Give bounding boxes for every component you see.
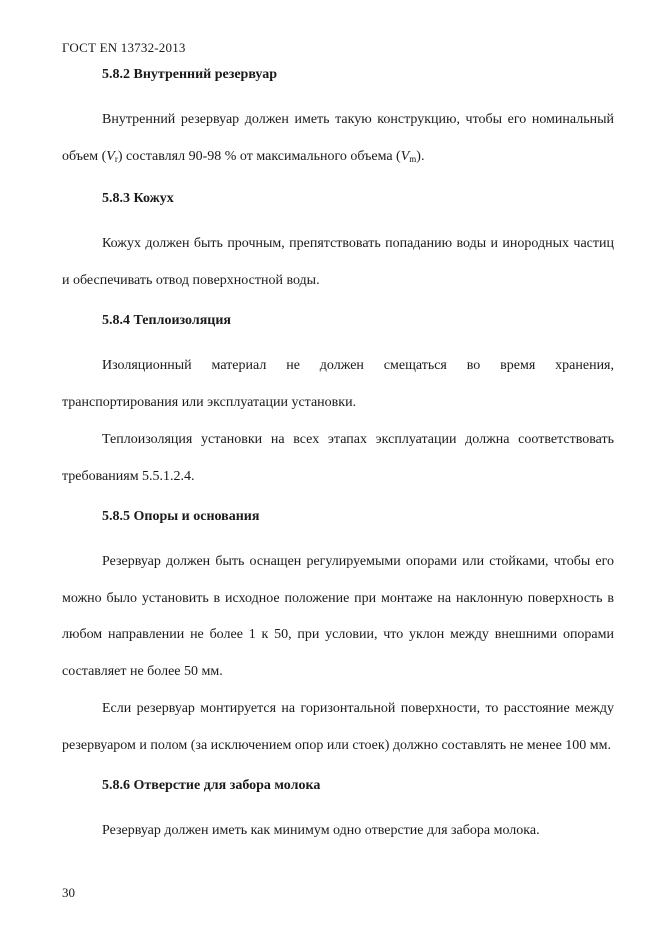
paragraph-supports-adjustable: Резервуар должен быть оснащен регулируемыми опорами или стойками, чтобы его можно было установить в исходное положение при монтаже на наклонную поверхность в любом направлении не более 1 к 50, при условии, что уклон между внешними опорами составляет не более 50 мм. bbox=[62, 554, 614, 679]
paragraph-supports-clearance: Если резервуар монтируется на горизонтальной поверхности, то расстояние между резервуаром и полом (за исключением опор или стоек) должно составлять не менее 100 мм. bbox=[62, 701, 614, 753]
section-heading-5-8-5: 5.8.5 Опоры и основания bbox=[102, 509, 260, 524]
paragraph-milk-outlet: Резервуар должен иметь как минимум одно отверстие для забора молока. bbox=[102, 823, 540, 838]
text-segment: Внутренний резервуар должен иметь такую конструкцию, чтобы его номинальный объем ( bbox=[62, 112, 614, 164]
symbol-v: V bbox=[106, 148, 115, 164]
symbol-v: V bbox=[400, 148, 410, 164]
text-segment: ) составлял 90-98 % от максимального объема ( bbox=[117, 148, 401, 164]
paragraph-casing: Кожух должен быть прочным, препятствовать попаданию воды и инородных частиц и обеспечивать отвод поверхностной воды. bbox=[62, 236, 614, 288]
paragraph-insulation-requirements: Теплоизоляция установки на всех этапах эксплуатации должна соответствовать требованиям 5.5.1.2.4. bbox=[62, 432, 614, 484]
page-number: 30 bbox=[62, 885, 75, 900]
document-body bbox=[62, 66, 614, 863]
section-heading-5-8-3: 5.8.3 Кожух bbox=[102, 191, 174, 206]
document-header: ГОСТ EN 13732-2013 bbox=[62, 40, 186, 55]
section-heading-5-8-4: 5.8.4 Теплоизоляция bbox=[102, 313, 232, 328]
subscript-r: r bbox=[114, 153, 118, 164]
paragraph-inner-tank bbox=[62, 102, 614, 177]
paragraph-insulation-material: Изоляционный материал не должен смещаться во время хранения, транспортирования или эксплуатации установки. bbox=[62, 358, 614, 410]
section-heading-5-8-2: 5.8.2 Внутренний резервуар bbox=[102, 67, 278, 82]
section-heading-5-8-6: 5.8.6 Отверстие для забора молока bbox=[102, 778, 321, 793]
text-segment: ). bbox=[416, 148, 425, 164]
subscript-m: m bbox=[409, 153, 417, 164]
